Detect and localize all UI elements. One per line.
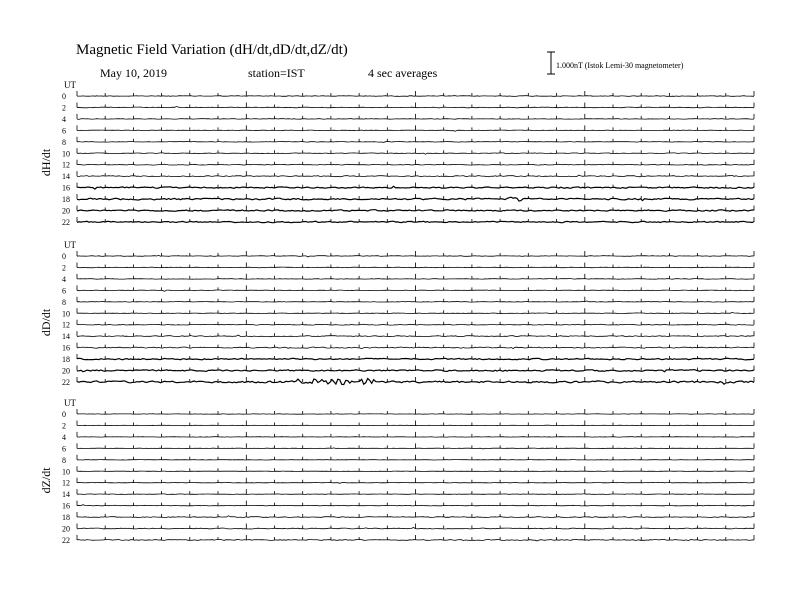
row-label: 16: [62, 183, 70, 193]
hour-ticks: [77, 251, 754, 256]
hour-ticks: [77, 274, 754, 279]
panel-2: [39, 240, 754, 387]
row-label: 22: [62, 535, 70, 545]
row-label: 10: [62, 309, 70, 319]
row-label: 6: [62, 126, 66, 136]
row-label: 8: [62, 137, 66, 147]
hour-ticks: [77, 512, 754, 517]
y-axis-label: dH/dt: [39, 148, 53, 177]
row-label: 2: [62, 421, 66, 431]
hour-ticks: [77, 320, 754, 325]
hour-ticks: [77, 125, 754, 130]
row-label: 16: [62, 501, 70, 511]
row-label: 20: [62, 524, 70, 534]
ut-header-label: UT: [64, 398, 76, 408]
hour-ticks: [77, 137, 754, 142]
ut-header-label: UT: [64, 240, 76, 250]
row-label: 2: [62, 103, 66, 113]
hour-ticks: [77, 455, 754, 460]
row-label: 12: [62, 160, 70, 170]
hour-ticks: [77, 331, 754, 336]
row-label: 12: [62, 320, 70, 330]
row-label: 10: [62, 149, 70, 159]
hour-ticks: [77, 171, 754, 176]
row-label: 14: [62, 332, 70, 342]
ut-header-label: UT: [64, 80, 76, 90]
panel-1: [39, 80, 754, 227]
chart-title: Magnetic Field Variation (dH/dt,dD/dt,dZ/dt): [76, 42, 348, 58]
hour-ticks: [77, 501, 754, 506]
hour-ticks: [77, 420, 754, 425]
hour-ticks: [77, 308, 754, 313]
hour-ticks: [77, 524, 754, 529]
row-label: 2: [62, 263, 66, 273]
scale-bar: [547, 52, 555, 74]
hour-ticks: [77, 114, 754, 119]
date-label: May 10, 2019: [100, 66, 167, 80]
hour-ticks: [77, 489, 754, 494]
hour-ticks: [77, 354, 754, 359]
hour-ticks: [77, 285, 754, 290]
hour-ticks: [77, 160, 754, 165]
row-label: 0: [62, 92, 66, 101]
row-label: 14: [62, 490, 70, 500]
averaging-label: 4 sec averages: [368, 66, 438, 80]
hour-ticks: [77, 343, 754, 348]
row-label: 12: [62, 478, 70, 488]
row-label: 14: [62, 172, 70, 182]
hour-ticks: [77, 148, 754, 153]
row-label: 8: [62, 297, 66, 307]
hour-ticks: [77, 262, 754, 267]
row-label: 18: [62, 195, 70, 205]
hour-ticks: [77, 432, 754, 437]
hour-ticks: [77, 183, 754, 188]
row-label: 6: [62, 444, 66, 454]
row-label: 22: [62, 377, 70, 387]
hour-ticks: [77, 102, 754, 107]
row-label: 0: [62, 410, 66, 419]
row-label: 18: [62, 355, 70, 365]
station-label: station=IST: [248, 66, 305, 80]
row-label: 22: [62, 217, 70, 227]
panel-3: [39, 398, 754, 545]
scale-bar-label: 1.000nT (Istok Lemi-30 magnetometer): [556, 61, 684, 70]
hour-ticks: [77, 478, 754, 483]
row-label: 20: [62, 206, 70, 216]
y-axis-label: dZ/dt: [39, 467, 53, 494]
hour-ticks: [77, 466, 754, 471]
row-label: 4: [62, 274, 66, 284]
row-label: 20: [62, 366, 70, 376]
hour-ticks: [77, 443, 754, 448]
hour-ticks: [77, 409, 754, 414]
row-label: 8: [62, 455, 66, 465]
row-label: 6: [62, 286, 66, 296]
row-label: 4: [62, 432, 66, 442]
row-label: 16: [62, 343, 70, 353]
row-label: 4: [62, 114, 66, 124]
hour-ticks: [77, 297, 754, 302]
hour-ticks: [77, 535, 754, 540]
y-axis-label: dD/dt: [39, 308, 53, 337]
row-label: 10: [62, 467, 70, 477]
row-label: 18: [62, 513, 70, 523]
hour-ticks: [77, 91, 754, 96]
row-label: 0: [62, 252, 66, 261]
hour-ticks: [77, 377, 754, 382]
hour-ticks: [77, 206, 754, 211]
